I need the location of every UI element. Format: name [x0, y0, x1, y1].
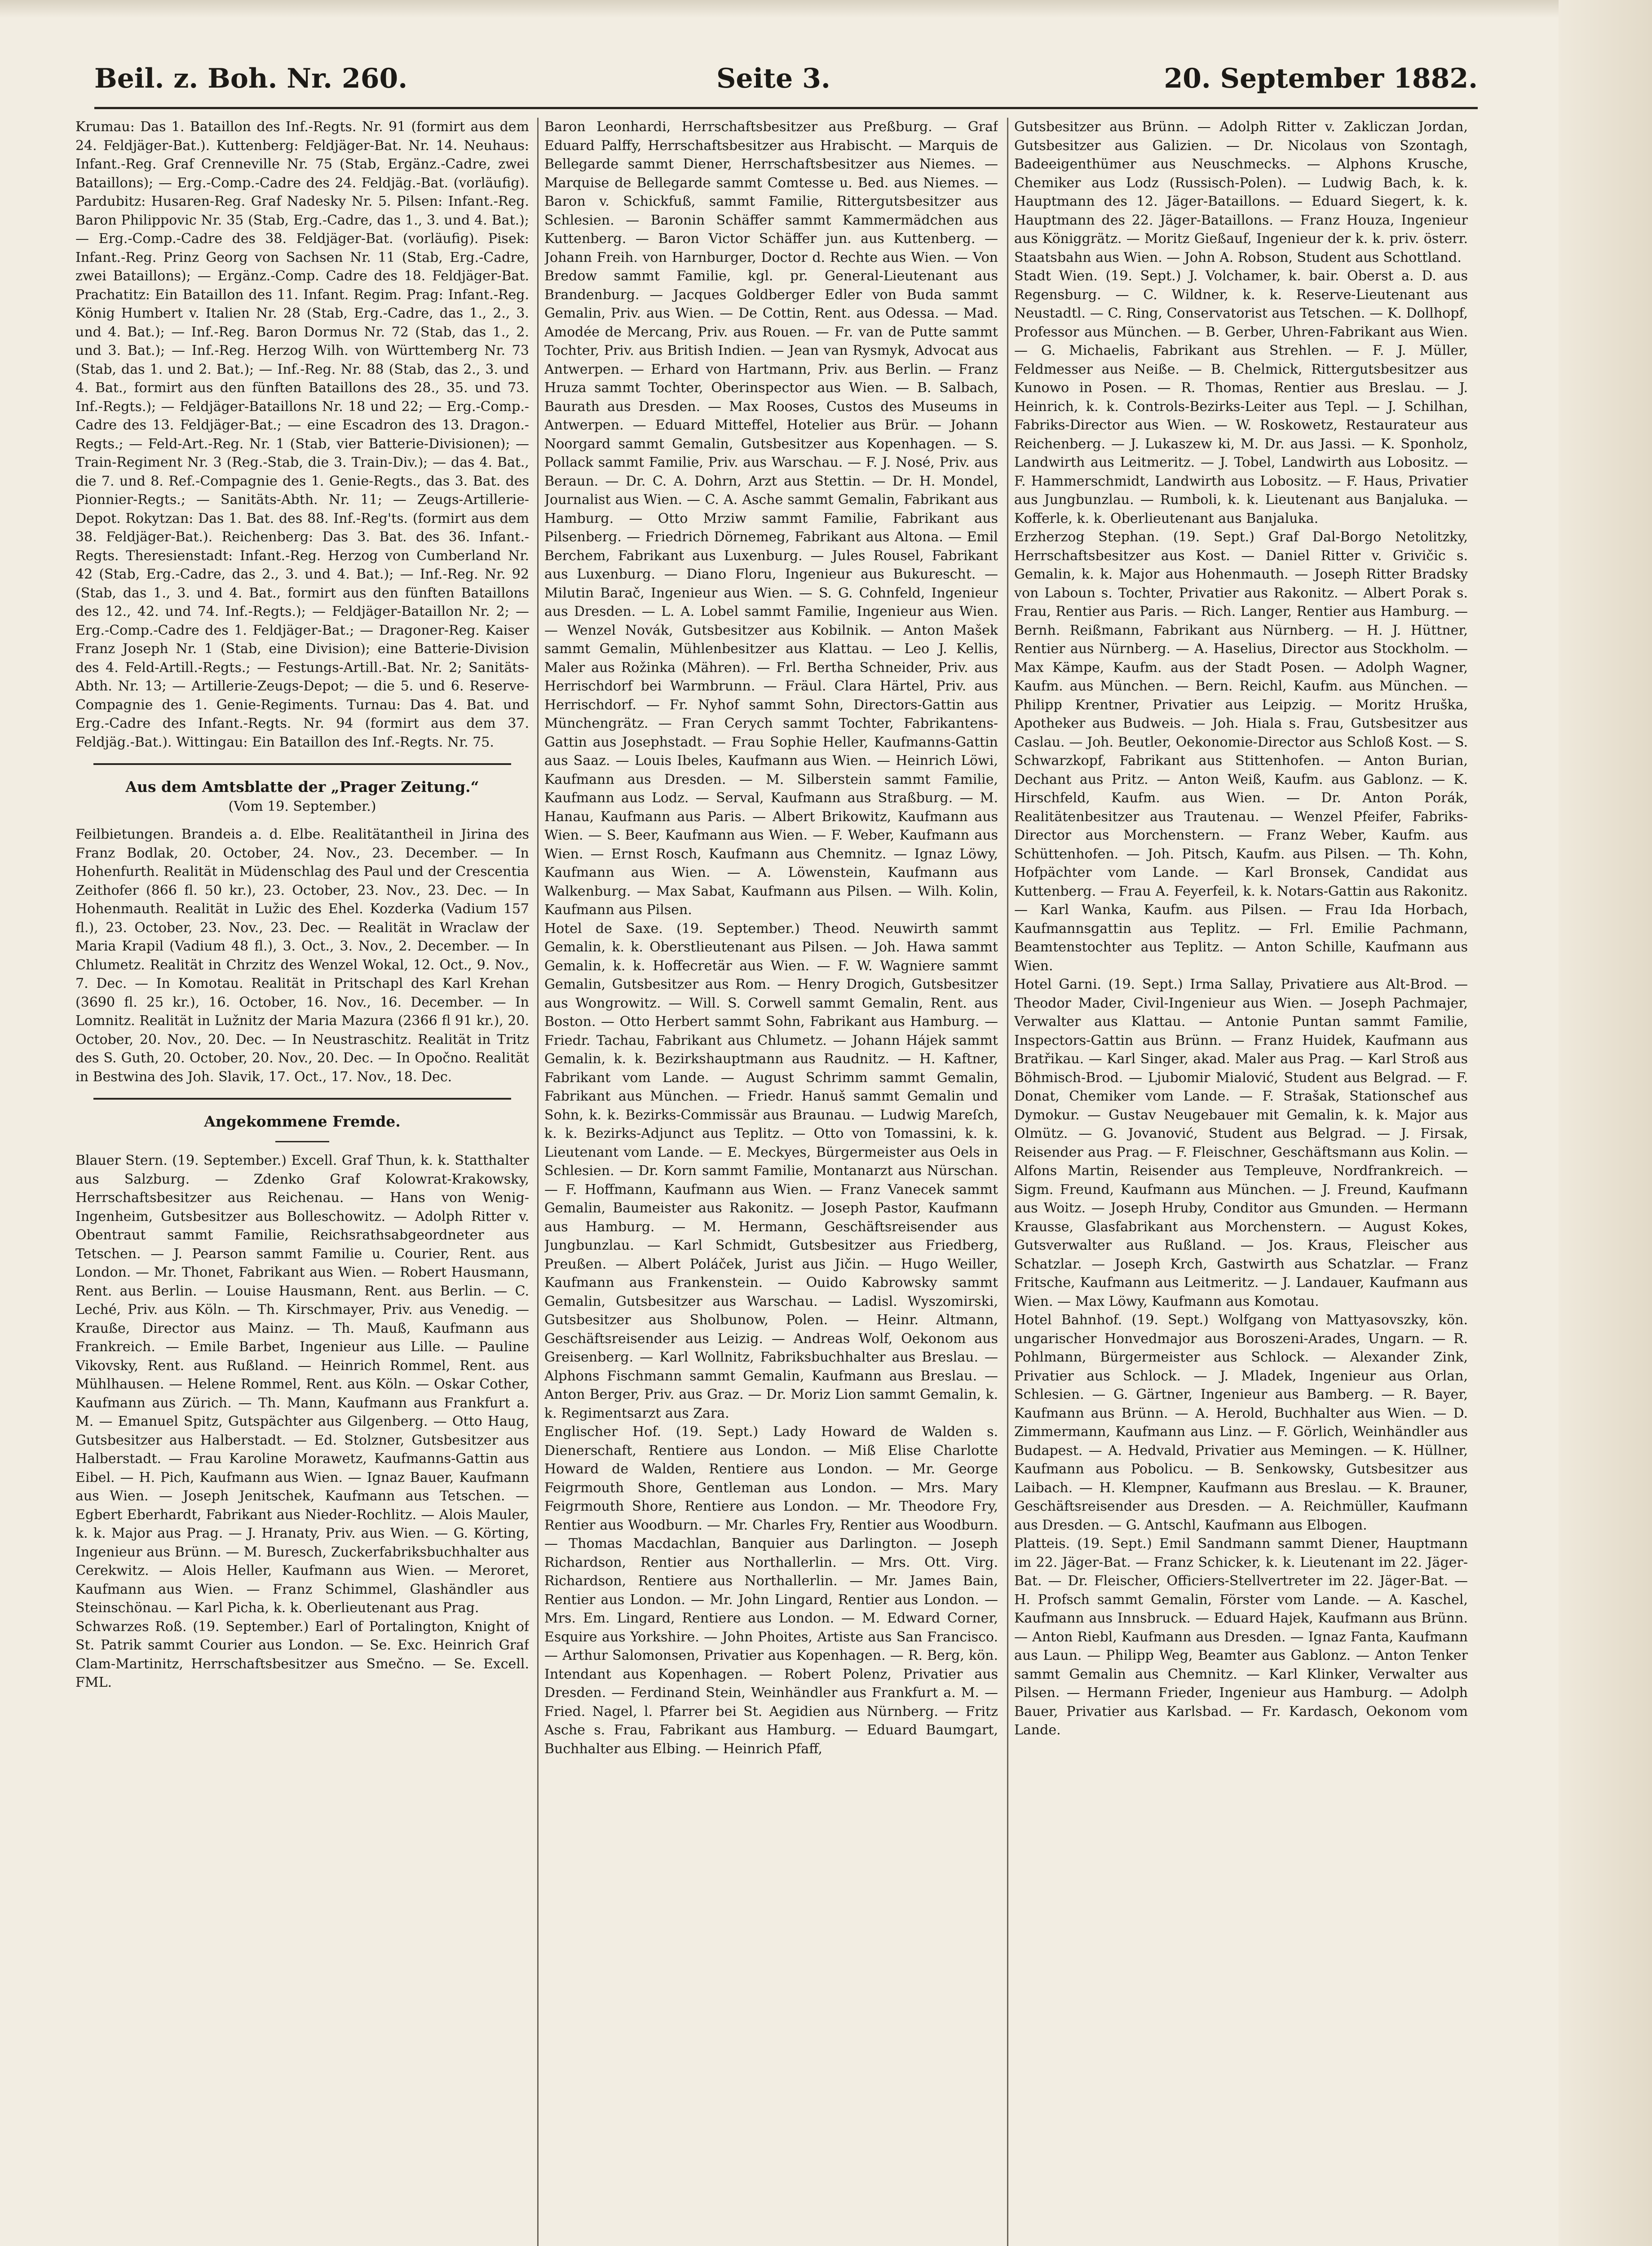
page-header — [94, 58, 1478, 101]
scan-edge — [0, 0, 1652, 18]
column-divider — [1007, 118, 1008, 2246]
amtsblatt-date: (Vom 19. September.) — [228, 799, 376, 814]
hotel-blauer-stern: Blauer Stern. (19. September.) Excell. Graf Thun, k. k. Statthalter aus Salzburg. — Zdenko Graf Kolowrat-Krakowsky, Herrschaftsbesitzer aus Reichenau. — Hans von Wenig-Ingenheim, Gutsbesitzer aus Bolleschowitz. — Adolph Ritter v. Obentraut sammt Familie, Reichsrathsabgeordneter aus Tetschen. — J. Pearson sammt Familie u. Courier, Rent. aus London. — Mr. Thonet, Fabrikant aus Wien. — Robert Hausmann, Rent. aus Berlin. — Louise Hausmann, Rent. aus Berlin. — C. Leché, Priv. aus Köln. — Th. Kirschmayer, Priv. aus Venedig. — Krauße, Director aus Mainz. — Th. Mauß, Kaufmann aus Frankreich. — Emile Barbet, Ingenieur aus Lille. — Pauline Vikovsky, Rent. aus Rußland. — Heinrich Rommel, Rent. aus Mühlhausen. — Helene Rommel, Rent. aus Köln. — Oskar Cother, Kaufmann aus Zürich. — Th. Mann, Kaufmann aus Frankfurt a. M. — Emanuel Spitz, Gutspächter aus Gilgenberg. — Otto Haug, Gutsbesitzer aus Halberstadt. — Ed. Stolzner, Gutsbesitzer aus Halberstadt. — Frau Karoline Morawetz, Kaufmanns-Gattin aus Eibel. — H. Pich, Kaufmann aus Wien. — Ignaz Bauer, Kaufmann aus Wien. — Joseph Jenitschek, Kaufmann aus Tetschen. — Egbert Eberhardt, Fabrikant aus Nieder-Rochlitz. — Alois Mauler, k. k. Major aus Prag. — J. Hranaty, Priv. aus Wien. — G. Körting, Ingenieur aus Brünn. — M. Buresch, Zuckerfabriksbuchhalter aus Cerekwitz. — Alois Heller, Kaufmann aus Wien. — Meroret, Kaufmann aus Wien. — Franz Schimmel, Glashändler aus Steinschönau. — Karl Picha, k. k. Oberlieutenant aus Prag. — [75, 1153, 529, 1616]
hotel-bahnhof: Hotel Bahnhof. (19. Sept.) Wolfgang von Mattyasovszky, kön. ungarischer Honvedmajor aus Boroszeni-Arades, Ungarn. — R. Pohlmann, Bürgermeister aus Schlock. — Alexander Zink, Privatier aus Schlock. — J. Mladek, Ingenieur aus Orlan, Schlesien. — G. Gärtner, Ingenieur aus Bamberg. — R. Bayer, Kaufmann aus Brünn. — A. Herold, Buchhalter aus Wien. — D. Zimmermann, Kaufmann aus Linz. — F. Görlich, Weinhändler aus Budapest. — A. Hedvald, Privatier aus Memingen. — K. Hüllner, Kaufmann aus Pobolicu. — B. Senkowsky, Gutsbesitzer aus Laibach. — H. Klempner, Kaufmann aus Breslau. — K. Brauner, Geschäftsreisender aus Dresden. — A. Reichmüller, Kaufmann aus Dresden. — G. Antschl, Kaufmann aus Elbogen. — [1014, 1312, 1468, 1533]
amtsblatt-heading: Aus dem Amtsblatte der „Prager Zeitung.“ — [125, 778, 479, 796]
hotel-schwarzes-ross: Schwarzes Roß. (19. September.) Earl of Portalington, Knight of St. Patrik sammt Courier aus London. — Se. Exc. Heinrich Graf Clam-Martinitz, Herrschaftsbesitzer aus Smečno. — Se. Excell. FML. — [75, 1618, 529, 1690]
hotel-platteis: Platteis. (19. Sept.) Emil Sandmann sammt Diener, Hauptmann im 22. Jäger-Bat. — Franz Schicker, k. k. Lieutenant im 22. Jäger-Bat. — Dr. Fleischer, Officiers-Stellvertreter im 22. Jäger-Bat. — H. Profsch sammt Gemalin, Förster vom Lande. — A. Kaschel, Kaufmann aus Innsbruck. — Eduard Hajek, Kaufmann aus Brünn. — Anton Riebl, Kaufmann aus Dresden. — Ignaz Fanta, Kaufmann aus Laun. — Philipp Weg, Beamter aus Gablonz. — Anton Tenker sammt Gemalin aus Chemnitz. — Karl Klinker, Verwalter aus Pilsen. — Hermann Frieder, Ingenieur aus Hamburg. — Adolph Bauer, Privatier aus Karlsbad. — Fr. Kardasch, Oekonom vom Lande. — [1014, 1536, 1468, 1738]
column-1 — [75, 118, 529, 2246]
header-rule — [94, 107, 1478, 109]
garrison-list: Krumau: Das 1. Bataillon des Inf.-Regts. Nr. 91 (formirt aus dem 24. Feldjäger-Bat.). Kuttenberg: Feldjäger-Bat. Nr. 14. Neuhaus: Infant.-Reg. Graf Crenneville Nr. 75 (Stab, Ergänz.-Cadre, zwei Bataillons); — Erg.-Comp.-Cadre des 24. Feldjäg.-Bat. (vorläufig). Pardubitz: Husaren-Reg. Graf Nadesky Nr. 5. Pilsen: Infant.-Reg. Baron Philippovic Nr. 35 (Stab, Erg.-Cadre, das 1., 3. und 4. Bat.); — Erg.-Comp.-Cadre des 38. Feldjäger-Bat. (vorläufig). Pisek: Infant.-Reg. Prinz Georg von Sachsen Nr. 11 (Stab, Erg.-Cadre, zwei Bataillons); — Ergänz.-Comp. Cadre des 18. Feldjäger-Bat. Prachatitz: Ein Bataillon des 11. Infant. Regim. Prag: Infant.-Reg. König Humbert v. Italien Nr. 28 (Stab, Erg.-Cadre, das 1., 2., 3. und 4. Bat.); — Inf.-Reg. Baron Dormus Nr. 72 (Stab, das 1., 2. und 3. Bat.); — Inf.-Reg. Herzog Wilh. von Württemberg Nr. 73 (Stab, das 1. und 2. Bat.); — Inf.-Reg. Nr. 88 (Stab, das 2., 3. und 4. Bat., formirt aus den fünften Bataillons des 28., 35. und 73. Inf.-Regts.); — Feldjäger-Bataillons Nr. 18 und 22; — Erg.-Comp.-Cadre des 13. Feldjäger-Bat.; — eine Escadron des 13. Dragon.-Regts.; — Feld-Art.-Reg. Nr. 1 (Stab, vier Batterie-Divisionen); — Train-Regiment Nr. 3 (Reg.-Stab, die 3. Train-Div.); — das 4. Bat., die 7. und 8. Ref.-Compagnie des 1. Genie-Regts., das 3. Bat. des Pionnier-Regts.; — Sanitäts-Abth. Nr. 11; — Zeugs-Artillerie-Depot. Rokytzan: Das 1. Bat. des 88. Inf.-Reg'ts. (formirt aus dem 38. Feldjäger-Bat.). Reichenberg: Das 3. Bat. des 36. Infant.-Regts. Theresienstadt: Infant.-Reg. Herzog von Cumberland Nr. 42 (Stab, Erg.-Cadre, das 2., 3. und 4. Bat.); — Inf.-Reg. Nr. 92 (Stab, das 1., 3. und 4. Bat., formirt aus den fünften Bataillons des 12., 42. und 74. Inf.-Regts.); — Feldjäger-Bataillon Nr. 2; — Erg.-Comp.-Cadre des 1. Feldjäger-Bat.; — Dragoner-Reg. Kaiser Franz Joseph Nr. 1 (Stab, eine Division); eine Batterie-Division des 4. Feld-Artill.-Regts.; — Festungs-Artill.-Bat. Nr. 2; Sanitäts-Abth. Nr. 13; — Artillerie-Zeugs-Depot; — die 5. und 6. Reserve-Compagnie des 1. Genie-Regiments. Turnau: Das 4. Bat. und Erg.-Cadre des Infant.-Regts. Nr. 94 (formirt aus dem 37. Feldjäg.-Bat.). Wittingau: Ein Bataillon des Inf.-Regts. Nr. 75. — [75, 119, 529, 750]
issue-date: 20. September 1882. — [1164, 63, 1478, 94]
column-divider — [537, 118, 539, 2246]
scan-margin — [1559, 0, 1652, 2246]
issue-number: Beil. z. Boh. Nr. 260. — [94, 63, 408, 94]
hotel-englischer-hof: Englischer Hof. (19. Sept.) Lady Howard de Walden s. Dienerschaft, Rentiere aus London. — Miß Elise Charlotte Howard de Walden, Rentiere aus London. — Mr. George Feigrmouth Shore, Gentleman aus London. — Mrs. Mary Feigrmouth Shore, Rentiere aus London. — Mr. Theodore Fry, Rentier aus Woodburn. — Mr. Charles Fry, Rentier aus Woodburn. — Thomas Macdachlan, Banquier aus Darlington. — Joseph Richardson, Rentier aus Northallerlin. — Mrs. Ott. Virg. Richardson, Rentiere aus Northallerlin. — Mr. James Bain, Rentier aus London. — Mr. John Lingard, Rentier aus London. — Mrs. Em. Lingard, Rentiere aus London. — M. Edward Corner, Esquire aus Yorkshire. — John Phoites, Artiste aus San Francisco. — Arthur Salomonsen, Privatier aus Kopenhagen. — R. Berg, kön. Intendant aus Kopenhagen. — Robert Polenz, Privatier aus Dresden. — Ferdinand Stein, Weinhändler aus Frankfurt a. M. — Fried. Nagel, l. Pfarrer bei St. Aegidien aus Nürnberg. — Fritz Asche s. Frau, Fabrikant aus Hamburg. — Eduard Baumgart, Buchhalter aus Elbing. — Heinrich Pfaff, — [544, 1424, 998, 1757]
section-divider — [93, 763, 511, 765]
fremde-heading: Angekommene Fremde. — [204, 1113, 401, 1130]
hotel-stadt-wien: Stadt Wien. (19. Sept.) J. Volchamer, k. bair. Oberst a. D. aus Regensburg. — C. Wildner, k. k. Reserve-Lieutenant aus Neustadtl. — C. Ring, Conservatorist aus Tetschen. — K. Dollhopf, Professor aus München. — B. Gerber, Uhren-Fabrikant aus Wien. — G. Michaelis, Fabrikant aus Strehlen. — F. J. Müller, Feldmesser aus Neiße. — B. Chelmick, Rittergutsbesitzer aus Kunowo in Posen. — R. Thomas, Rentier aus Breslau. — J. Heinrich, k. k. Controls-Bezirks-Leiter aus Tepl. — J. Schilhan, Fabriks-Director aus Wien. — W. Roskowetz, Restaurateur aus Reichenberg. — J. Lukaszew ki, M. Dr. aus Jassi. — K. Sponholz, Landwirth aus Leitmeritz. — J. Tobel, Landwirth aus Lobositz. — F. Hammerschmidt, Landwirth aus Lobositz. — F. Haus, Privatier aus Jungbunzlau. — Rumboli, k. k. Lieutenant aus Banjaluka. — Kofferle, k. k. Oberlieutenant aus Banjaluka. — [1014, 268, 1468, 526]
guest-list-continued: Baron Leonhardi, Herrschaftsbesitzer aus Preßburg. — Graf Eduard Palffy, Herrschaftsbesitzer aus Hrabischt. — Marquis de Bellegarde sammt Diener, Herrschaftsbesitzer aus Niemes. — Marquise de Bellegarde sammt Comtesse u. Bed. aus Niemes. — Baron v. Schickfuß, sammt Familie, Rittergutsbesitzer aus Schlesien. — Baronin Schäffer sammt Kammermädchen aus Kuttenberg. — Baron Victor Schäffer jun. aus Kuttenberg. — Johann Freih. von Harnburger, Doctor d. Rechte aus Wien. — Von Bredow sammt Familie, kgl. pr. General-Lieutenant aus Brandenburg. — Jacques Goldberger Edler von Buda sammt Gemalin, Priv. aus Wien. — De Cottin, Rent. aus Odessa. — Mad. Amodée de Mercang, Priv. aus Rouen. — Fr. van de Putte sammt Tochter, Priv. aus British Indien. — Jean van Rysmyk, Advocat aus Antwerpen. — Erhard von Hartmann, Priv. aus Berlin. — Franz Hruza sammt Tochter, Oberinspector aus Wien. — B. Salbach, Baurath aus Dresden. — Max Rooses, Custos des Museums in Antwerpen. — Eduard Mitteffel, Hotelier aus Brür. — Johann Noorgard sammt Gemalin, Gutsbesitzer aus Kopenhagen. — S. Pollack sammt Familie, Priv. aus Warschau. — F. J. Nosé, Priv. aus Beraun. — Dr. C. A. Dohrn, Arzt aus Stettin. — Dr. H. Mondel, Journalist aus Wien. — C. A. Asche sammt Gemalin, Fabrikant aus Hamburg. — Otto Mrziw sammt Familie, Fabrikant aus Pilsenberg. — Friedrich Dörnemeg, Fabrikant aus Altona. — Emil Berchem, Fabrikant aus Luxenburg. — Jules Rousel, Fabrikant aus Luxenburg. — Diano Floru, Ingenieur aus Bukurescht. — Milutin Barač, Ingenieur aus Wien. — S. G. Cohnfeld, Ingenieur aus Dresden. — L. A. Lobel sammt Familie, Ingenieur aus Wien. — Wenzel Novák, Gutsbesitzer aus Kobilnik. — Anton Mašek sammt Gemalin, Mühlenbesitzer aus Klattau. — Leo J. Kellis, Maler aus Rožinka (Mähren). — Frl. Bertha Schneider, Priv. aus Herrischdorf bei Warmbrunn. — Fräul. Clara Härtel, Priv. aus Herrischdorf. — Fr. Nyhof sammt Sohn, Directors-Gattin aus Münchengrätz. — Fran Cerych sammt Tochter, Fabrikantens-Gattin aus Josephstadt. — Frau Sophie Heller, Kaufmanns-Gattin aus Saaz. — Louis Ibeles, Kaufmann aus Wien. — Heinrich Löwi, Kaufmann aus Dresden. — M. Silberstein sammt Familie, Kaufmann aus Lodz. — Serval, Kaufmann aus Straßburg. — M. Hanau, Kaufmann aus Paris. — Albert Brikowitz, Kaufmann aus Wien. — S. Beer, Kaufmann aus Wien. — F. Weber, Kaufmann aus Wien. — Ernst Rosch, Kaufmann aus Chemnitz. — Ignaz Löwy, Kaufmann aus Wien. — A. Löwenstein, Kaufmann aus Walkenburg. — Max Sabat, Kaufmann aus Pilsen. — Wilh. Kolin, Kaufmann aus Pilsen. — [544, 119, 998, 918]
section-divider — [93, 1098, 511, 1100]
page-number: Seite 3. — [716, 63, 830, 94]
short-rule — [275, 1141, 329, 1142]
feilbietungen-notices: Feilbietungen. Brandeis a. d. Elbe. Realitätantheil in Jirina des Franz Bodlak, 20. October, 24. Nov., 23. December. — In Hohenfurth. Realität in Müdenschlag des Paul und der Crescentia Zeithofer (866 fl. 50 kr.), 23. October, 23. Nov., 23. Dec. — In Hohenmauth. Realität in Lužic des Ehel. Kozderka (Vadium 157 fl.), 23. October, 23. Nov., 23. Dec. — Realität in Wraclaw der Maria Krapil (Vadium 48 fl.), 3. Oct., 3. Nov., 2. December. — In Chlumetz. Realität in Chrzitz des Wenzel Wokal, 12. Oct., 9. Nov., 7. Dec. — In Komotau. Realität in Pritschapl des Karl Krehan (3690 fl. 25 kr.), 16. October, 16. Nov., 16. December. — In Lomnitz. Realität in Lužnitz der Maria Mazura (2366 fl 91 kr.), 20. October, 20. Nov., 20. Dec. — In Neustraschitz. Realität in Tritz des S. Guth, 20. October, 20. Nov., 20. Dec. — In Opočno. Realität in Bestwina des Joh. Slavik, 17. Oct., 17. Nov., 18. Dec. — [75, 827, 529, 1085]
hotel-de-saxe: Hotel de Saxe. (19. September.) Theod. Neuwirth sammt Gemalin, k. k. Oberstlieutenant aus Pilsen. — Joh. Hawa sammt Gemalin, k. k. Hoffecretär aus Wien. — F. W. Wagniere sammt Gemalin, Gutsbesitzer aus Rom. — Henry Drogich, Gutsbesitzer aus Wongrowitz. — Will. S. Corwell sammt Gemalin, Rent. aus Boston. — Otto Herbert sammt Sohn, Fabrikant aus Hamburg. — Friedr. Tachau, Fabrikant aus Chlumetz. — Johann Hájek sammt Gemalin, k. k. Bezirkshauptmann aus Raudnitz. — H. Kaftner, Fabrikant vom Lande. — August Schrimm sammt Gemalin, Fabrikant aus München. — Friedr. Hanuš sammt Gemalin und Sohn, k. k. Bezirks-Commissär aus Braunau. — Ludwig Mareſch, k. k. Bezirks-Adjunct aus Teplitz. — Otto von Tomassini, k. k. Lieutenant vom Lande. — E. Meckyes, Bürgermeister aus Oels in Schlesien. — Dr. Korn sammt Familie, Montanarzt aus Nürschan. — F. Hoffmann, Kaufmann aus Wien. — Franz Vanecek sammt Gemalin, Baumeister aus Rakonitz. — Joseph Pastor, Kaufmann aus Hamburg. — M. Hermann, Geschäftsreisender aus Jungbunzlau. — Karl Schmidt, Gutsbesitzer aus Friedberg, Preußen. — Albert Poláček, Jurist aus Jičin. — Hugo Weiller, Kaufmann aus Frankenstein. — Ouido Kabrowsky sammt Gemalin, Gutsbesitzer aus Warschau. — Ladisl. Wyszomirski, Gutsbesitzer aus Sholbunow, Polen. — Heinr. Altmann, Geschäftsreisender aus Leizig. — Andreas Wolf, Oekonom aus Greisenberg. — Karl Wollnitz, Fabriksbuchhalter aus Breslau. — Alphons Fischmann sammt Gemalin, Kaufmann aus Breslau. — Anton Berger, Priv. aus Graz. — Dr. Moriz Lion sammt Gemalin, k. k. Regimentsarzt aus Zara. — [544, 920, 998, 1421]
guest-list-continued: Gutsbesitzer aus Brünn. — Adolph Ritter v. Zakliczan Jordan, Gutsbesitzer aus Galizien. — Dr. Nicolaus von Szontagh, Badeeigenthümer aus Neuschmecks. — Alphons Krusche, Chemiker aus Lodz (Russisch-Polen). — Ludwig Bach, k. k. Hauptmann des 12. Jäger-Bataillons. — Eduard Siegert, k. k. Hauptmann des 22. Jäger-Bataillons. — Franz Houza, Ingenieur aus Königgrätz. — Moritz Gießauf, Ingenieur der k. k. priv. österr. Staatsbahn aus Wien. — John A. Robson, Student aus Schottland. — [1014, 119, 1468, 265]
hotel-erzherzog-stephan: Erzherzog Stephan. (19. Sept.) Graf Dal-Borgo Netolitzky, Herrschaftsbesitzer aus Kost. — Daniel Ritter v. Grivičic s. Gemalin, k. k. Major aus Hohenmauth. — Joseph Ritter Bradsky von Laboun s. Tochter, Privatier aus Rakonitz. — Albert Porak s. Frau, Rentier aus Paris. — Rich. Langer, Rentier aus Hamburg. — Bernh. Reißmann, Fabrikant aus Nürnberg. — H. J. Hüttner, Rentier aus Nürnberg. — A. Haselius, Director aus Stockholm. — Max Kämpe, Kaufm. aus der Stadt Posen. — Adolph Wagner, Kaufm. aus München. — Bern. Reichl, Kaufm. aus München. — Philipp Krentner, Privatier aus Leipzig. — Moritz Hruška, Apotheker aus Budweis. — Joh. Hiala s. Frau, Gutsbesitzer aus Caslau. — Joh. Beutler, Oekonomie-Director aus Schloß Kost. — S. Schwarzkopf, Fabrikant aus Stittenhofen. — Anton Burian, Dechant aus Pritz. — Anton Weiß, Kaufm. aus Gablonz. — K. Hirschfeld, Kaufm. aus Wien. — Dr. Anton Porák, Realitätenbesitzer aus Trautenau. — Wenzel Pfeifer, Fabriks-Director aus Morchenstern. — Franz Weber, Kaufm. aus Schüttenhofen. — Joh. Pitsch, Kaufm. aus Pilsen. — Th. Kohn, Hofpächter vom Lande. — Karl Bronsek, Candidat aus Kuttenberg. — Frau A. Feyerfeil, k. k. Notars-Gattin aus Rakonitz. — Karl Wanka, Kaufm. aus Pilsen. — Frau Ida Horbach, Kaufmannsgattin aus Teplitz. — Frl. Emilie Pachmann, Beamtenstochter aus Teplitz. — Anton Schille, Kaufmann aus Wien. — [1014, 529, 1468, 974]
column-3 — [1014, 118, 1468, 2246]
hotel-garni: Hotel Garni. (19. Sept.) Irma Sallay, Privatiere aus Alt-Brod. — Theodor Mader, Civil-Ingenieur aus Wien. — Joseph Pachmajer, Verwalter aus Klattau. — Antonie Puntan sammt Familie, Inspectors-Gattin aus Brünn. — Franz Huidek, Kaufmann aus Bratřikau. — Karl Singer, akad. Maler aus Prag. — Karl Stroß aus Böhmisch-Brod. — Ljubomir Mialović, Student aus Belgrad. — F. Donat, Chemiker vom Lande. — F. Strašak, Stationschef aus Dymokur. — Gustav Neugebauer mit Gemalin, k. k. Major aus Olmütz. — G. Jovanović, Student aus Belgrad. — J. Firsak, Reisender aus Prag. — F. Fleischner, Geschäftsmann aus Kolin. — Alfons Martin, Reisender aus Templeuve, Nordfrankreich. — Sigm. Freund, Kaufmann aus München. — J. Freund, Kaufmann aus Woitz. — Joseph Hruby, Conditor aus Gmunden. — Hermann Krausse, Glasfabrikant aus Morchenstern. — August Kokes, Gutsverwalter aus Rußland. — Jos. Kraus, Fleischer aus Schatzlar. — Joseph Krch, Gastwirth aus Schatzlar. — Franz Fritsche, Kaufmann aus Leitmeritz. — J. Landauer, Kaufmann aus Wien. — Max Löwy, Kaufmann aus Komotau. — [1014, 977, 1468, 1309]
column-2 — [544, 118, 998, 2246]
